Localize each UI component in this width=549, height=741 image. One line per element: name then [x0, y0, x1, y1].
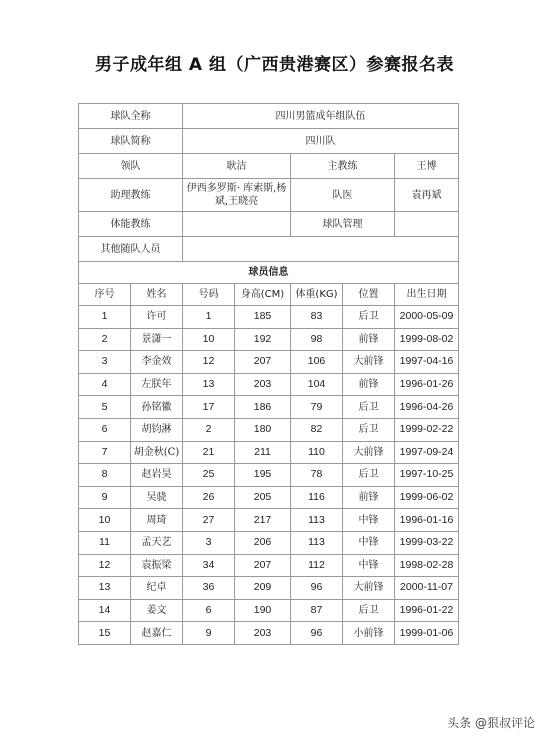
player-name: 袁振梁	[131, 554, 183, 577]
player-height: 207	[235, 351, 291, 374]
player-position: 后卫	[343, 599, 395, 622]
fitness-row	[79, 212, 459, 237]
player-position: 大前锋	[343, 351, 395, 374]
player-height: 190	[235, 599, 291, 622]
player-weight: 79	[291, 396, 343, 419]
player-row	[79, 418, 459, 441]
player-birth-date: 1998-02-28	[395, 554, 459, 577]
watermark: 头条 @狠叔评论	[447, 716, 535, 730]
player-height: 195	[235, 464, 291, 487]
registration-form	[78, 103, 459, 645]
player-index: 14	[79, 599, 131, 622]
assistant-coach-value: 伊西多罗斯· 库索斯,杨斌,王晓亮	[183, 179, 291, 212]
player-birth-date: 1997-04-16	[395, 351, 459, 374]
player-index: 7	[79, 441, 131, 464]
player-index: 1	[79, 306, 131, 329]
player-position: 后卫	[343, 396, 395, 419]
player-name: 孙铭徽	[131, 396, 183, 419]
player-birth-date: 1997-10-25	[395, 464, 459, 487]
player-number: 25	[183, 464, 235, 487]
assistant-row	[79, 179, 459, 212]
player-birth-date: 1999-06-02	[395, 486, 459, 509]
player-height: 205	[235, 486, 291, 509]
column-header: 身高(CM)	[235, 284, 291, 306]
team-manager-value	[395, 212, 459, 237]
player-name: 赵岩昊	[131, 464, 183, 487]
player-position: 前锋	[343, 486, 395, 509]
player-name: 姜文	[131, 599, 183, 622]
head-coach-value: 王博	[395, 154, 459, 179]
player-height: 203	[235, 373, 291, 396]
player-birth-date: 1999-08-02	[395, 328, 459, 351]
player-number: 34	[183, 554, 235, 577]
team-manager-label: 球队管理	[291, 212, 395, 237]
player-row	[79, 599, 459, 622]
player-row	[79, 373, 459, 396]
team-short-name-value: 四川队	[183, 129, 459, 154]
player-height: 211	[235, 441, 291, 464]
player-row	[79, 577, 459, 600]
column-header: 姓名	[131, 284, 183, 306]
player-row	[79, 441, 459, 464]
player-index: 6	[79, 418, 131, 441]
player-weight: 83	[291, 306, 343, 329]
player-height: 192	[235, 328, 291, 351]
player-weight: 96	[291, 622, 343, 645]
player-position: 后卫	[343, 418, 395, 441]
player-number: 27	[183, 509, 235, 532]
player-number: 21	[183, 441, 235, 464]
player-weight: 98	[291, 328, 343, 351]
player-index: 8	[79, 464, 131, 487]
player-number: 9	[183, 622, 235, 645]
player-birth-date: 1996-01-26	[395, 373, 459, 396]
player-number: 1	[183, 306, 235, 329]
players-header-row	[79, 284, 459, 306]
player-row	[79, 396, 459, 419]
player-number: 12	[183, 351, 235, 374]
player-name: 左朕年	[131, 373, 183, 396]
player-index: 11	[79, 531, 131, 554]
player-number: 10	[183, 328, 235, 351]
player-height: 217	[235, 509, 291, 532]
player-index: 12	[79, 554, 131, 577]
player-height: 186	[235, 396, 291, 419]
player-number: 13	[183, 373, 235, 396]
player-name: 景潇一	[131, 328, 183, 351]
player-position: 中锋	[343, 554, 395, 577]
player-name: 许可	[131, 306, 183, 329]
player-index: 10	[79, 509, 131, 532]
player-row	[79, 622, 459, 645]
leader-label: 领队	[79, 154, 183, 179]
player-weight: 112	[291, 554, 343, 577]
player-row	[79, 328, 459, 351]
player-height: 180	[235, 418, 291, 441]
players-section-title: 球员信息	[79, 262, 459, 284]
player-name: 李金效	[131, 351, 183, 374]
head-coach-label: 主教练	[291, 154, 395, 179]
player-index: 4	[79, 373, 131, 396]
player-name: 赵嘉仁	[131, 622, 183, 645]
player-position: 前锋	[343, 373, 395, 396]
assistant-coach-label: 助理教练	[79, 179, 183, 212]
player-birth-date: 2000-05-09	[395, 306, 459, 329]
other-staff-label: 其他随队人员	[79, 237, 183, 262]
player-birth-date: 1996-04-26	[395, 396, 459, 419]
player-height: 206	[235, 531, 291, 554]
player-name: 吴骁	[131, 486, 183, 509]
player-position: 后卫	[343, 306, 395, 329]
player-position: 前锋	[343, 328, 395, 351]
player-row	[79, 306, 459, 329]
player-weight: 82	[291, 418, 343, 441]
player-position: 中锋	[343, 531, 395, 554]
team-full-name-value: 四川男篮成年组队伍	[183, 104, 459, 129]
player-row	[79, 351, 459, 374]
team-short-name-label: 球队简称	[79, 129, 183, 154]
player-name: 胡金秋(C)	[131, 441, 183, 464]
player-index: 2	[79, 328, 131, 351]
column-header: 序号	[79, 284, 131, 306]
player-name: 周琦	[131, 509, 183, 532]
player-position: 小前锋	[343, 622, 395, 645]
player-birth-date: 1997-09-24	[395, 441, 459, 464]
player-birth-date: 1999-02-22	[395, 418, 459, 441]
leader-row	[79, 154, 459, 179]
player-name: 胡钧淋	[131, 418, 183, 441]
player-row	[79, 486, 459, 509]
player-row	[79, 554, 459, 577]
player-height: 209	[235, 577, 291, 600]
player-weight: 113	[291, 531, 343, 554]
column-header: 号码	[183, 284, 235, 306]
player-height: 207	[235, 554, 291, 577]
player-position: 后卫	[343, 464, 395, 487]
player-height: 185	[235, 306, 291, 329]
staff-row	[79, 237, 459, 262]
player-birth-date: 2000-11-07	[395, 577, 459, 600]
leader-value: 耿洁	[183, 154, 291, 179]
page-title: 男子成年组 A 组（广西贵港赛区）参赛报名表	[95, 55, 454, 75]
player-number: 26	[183, 486, 235, 509]
team-full-name-label: 球队全称	[79, 104, 183, 129]
player-weight: 113	[291, 509, 343, 532]
player-position: 大前锋	[343, 441, 395, 464]
player-weight: 87	[291, 599, 343, 622]
players-section-row	[79, 262, 459, 284]
player-row	[79, 509, 459, 532]
player-name: 纪卓	[131, 577, 183, 600]
player-index: 9	[79, 486, 131, 509]
column-header: 出生日期	[395, 284, 459, 306]
player-number: 36	[183, 577, 235, 600]
player-index: 15	[79, 622, 131, 645]
column-header: 体重(KG)	[291, 284, 343, 306]
player-height: 203	[235, 622, 291, 645]
player-number: 17	[183, 396, 235, 419]
player-position: 大前锋	[343, 577, 395, 600]
player-index: 5	[79, 396, 131, 419]
player-weight: 78	[291, 464, 343, 487]
column-header: 位置	[343, 284, 395, 306]
player-weight: 104	[291, 373, 343, 396]
team-full-name-row	[79, 104, 459, 129]
player-number: 2	[183, 418, 235, 441]
player-weight: 116	[291, 486, 343, 509]
fitness-coach-label: 体能教练	[79, 212, 183, 237]
player-birth-date: 1996-01-22	[395, 599, 459, 622]
player-index: 13	[79, 577, 131, 600]
team-doctor-value: 袁再斌	[395, 179, 459, 212]
player-number: 6	[183, 599, 235, 622]
player-number: 3	[183, 531, 235, 554]
player-weight: 110	[291, 441, 343, 464]
team-short-name-row	[79, 129, 459, 154]
player-weight: 106	[291, 351, 343, 374]
player-birth-date: 1996-01-16	[395, 509, 459, 532]
player-index: 3	[79, 351, 131, 374]
team-doctor-label: 队医	[291, 179, 395, 212]
player-position: 中锋	[343, 509, 395, 532]
player-name: 孟天艺	[131, 531, 183, 554]
player-birth-date: 1999-03-22	[395, 531, 459, 554]
player-row	[79, 464, 459, 487]
other-staff-value	[183, 237, 459, 262]
player-weight: 96	[291, 577, 343, 600]
fitness-coach-value	[183, 212, 291, 237]
player-row	[79, 531, 459, 554]
player-birth-date: 1999-01-06	[395, 622, 459, 645]
